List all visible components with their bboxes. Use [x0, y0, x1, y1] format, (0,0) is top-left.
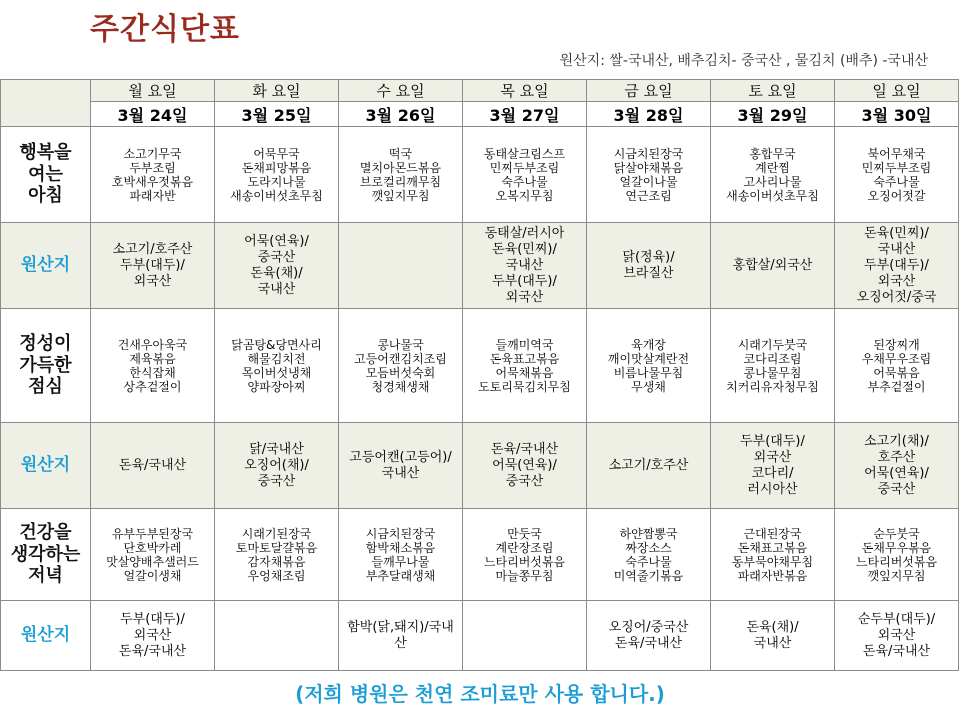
- breakfast-origin-label: 원산지: [1, 223, 91, 309]
- breakfast-menu-list: [711, 147, 834, 203]
- dinner-label: 건강을 생각하는 저녁: [1, 509, 91, 601]
- menu-item: 하얀짬뽕국: [619, 526, 678, 541]
- menu-item: 우엉채조림: [247, 568, 306, 583]
- menu-item: 깨이맛살계란전: [607, 351, 690, 366]
- menu-item: 소고기무국: [123, 146, 182, 161]
- origin-text: 홍합살/외국산: [732, 257, 813, 273]
- lunch-menu-list: [91, 338, 214, 394]
- dinner-menu-list: [91, 527, 214, 583]
- dinner_origin-cell: [215, 601, 339, 671]
- menu-item: 비름나물무침: [613, 365, 684, 380]
- day-header: 금 요일: [587, 80, 711, 102]
- breakfast-menu-cell: [215, 127, 339, 223]
- menu-item: 된장찌개: [873, 337, 920, 352]
- dinner-menu-cell: [91, 509, 215, 601]
- menu-item: 얼갈이생채: [123, 568, 182, 583]
- menu-item: 계란찜: [755, 160, 790, 175]
- origin-text: 소고기/호주산: [608, 457, 689, 473]
- menu-item: 육개장: [631, 337, 666, 352]
- lunch_origin-cell: [91, 423, 215, 509]
- origin-text: 두부(대두)/ 외국산 코다리/ 러시아산: [740, 433, 805, 497]
- breakfast-menu-list: [339, 147, 462, 203]
- breakfast_origin-cell: [463, 223, 587, 309]
- origin-text: 동태살/러시아 돈육(민찌)/ 국내산 두부(대두)/ 외국산: [484, 225, 565, 305]
- lunch_origin-cell: [339, 423, 463, 509]
- menu-item: 코다리조림: [743, 351, 802, 366]
- day-header: 수 요일: [339, 80, 463, 102]
- weekly-menu-table: [0, 79, 959, 671]
- menu-item: 무생채: [631, 379, 666, 394]
- dinner-menu-list: [463, 527, 586, 583]
- breakfast-menu-list: [835, 147, 958, 203]
- day-header-row: [1, 80, 959, 102]
- lunch-menu-cell: [587, 309, 711, 423]
- menu-item: 토마토달걀볶음: [235, 540, 318, 555]
- menu-item: 유부두부된장국: [111, 526, 194, 541]
- dinner-menu-cell: [711, 509, 835, 601]
- lunch-label: 정성이 가득한 점심: [1, 309, 91, 423]
- menu-item: 숙주나물: [625, 554, 672, 569]
- origin-text: 돈육/국내산: [118, 457, 187, 473]
- menu-item: 맛살양배추샐러드: [106, 554, 199, 569]
- breakfast-row: [1, 127, 959, 223]
- menu-item: 닭살야채볶음: [613, 160, 684, 175]
- origin-text: 소고기/호주산 두부(대두)/ 외국산: [112, 241, 193, 289]
- menu-item: 브로컬리깨무침: [359, 174, 442, 189]
- menu-item: 어묵무국: [253, 146, 300, 161]
- breakfast_origin-cell: [91, 223, 215, 309]
- lunch-menu-list: [711, 338, 834, 394]
- menu-item: 새송이버섯초무침: [726, 188, 819, 203]
- breakfast-menu-cell: [711, 127, 835, 223]
- breakfast-menu-cell: [339, 127, 463, 223]
- breakfast-menu-cell: [91, 127, 215, 223]
- menu-item: 계란장조림: [495, 540, 554, 555]
- breakfast-menu-list: [463, 147, 586, 203]
- menu-item: 제육볶음: [129, 351, 176, 366]
- menu-item: 느타리버섯볶음: [483, 554, 566, 569]
- origin-text: 고등어캔(고등어)/ 국내산: [349, 449, 452, 481]
- lunch_origin-cell: [587, 423, 711, 509]
- dinner-menu-list: [711, 527, 834, 583]
- origin-note: 원산지: 쌀-국내산, 배추김치- 중국산 , 물김치 (배추) -국내산: [559, 53, 928, 69]
- breakfast_origin-cell: [587, 223, 711, 309]
- lunch-menu-list: [835, 338, 958, 394]
- lunch-menu-list: [587, 338, 710, 394]
- origin-text: 돈육(민찌)/ 국내산 두부(대두)/ 외국산 오징어젓/중국: [856, 225, 937, 305]
- menu-item: 떡국: [388, 146, 413, 161]
- origin-text: 닭/국내산 오징어(채)/ 중국산: [244, 441, 309, 489]
- dinner_origin-cell: [91, 601, 215, 671]
- dinner-menu-cell: [463, 509, 587, 601]
- origin-text: 닭(정육)/ 브라질산: [622, 249, 675, 281]
- dinner_origin-cell: [711, 601, 835, 671]
- menu-item: 새송이버섯초무침: [230, 188, 323, 203]
- menu-item: 모듬버섯숙회: [365, 365, 436, 380]
- menu-item: 들깨무나물: [371, 554, 430, 569]
- lunch_origin-cell: [835, 423, 959, 509]
- breakfast-menu-list: [215, 147, 338, 203]
- origin-text: 돈육(채)/ 국내산: [746, 619, 799, 651]
- menu-item: 닭곰탕&당면사리: [231, 337, 322, 352]
- day-header: 일 요일: [835, 80, 959, 102]
- menu-item: 연근조림: [625, 188, 672, 203]
- dinner-menu-list: [835, 527, 958, 583]
- dinner-origin-row: [1, 601, 959, 671]
- day-header: 토 요일: [711, 80, 835, 102]
- menu-item: 돈채무우볶음: [861, 540, 932, 555]
- menu-item: 두부조림: [129, 160, 176, 175]
- dinner-row: [1, 509, 959, 601]
- page-title: 주간식단표: [90, 12, 240, 47]
- menu-item: 어묵볶음: [873, 365, 920, 380]
- menu-item: 돈육표고볶음: [489, 351, 560, 366]
- menu-item: 단호박카레: [123, 540, 182, 555]
- menu-item: 시금치된장국: [613, 146, 684, 161]
- origin-text: 오징어/중국산 돈육/국내산: [608, 619, 689, 651]
- origin-text: 소고기(채)/ 호주산 어묵(연육)/ 중국산: [864, 433, 929, 497]
- breakfast-label: 행복을 여는 아침: [1, 127, 91, 223]
- menu-item: 민찌두부조림: [489, 160, 560, 175]
- menu-item: 고등어캔김치조림: [354, 351, 447, 366]
- lunch_origin-cell: [215, 423, 339, 509]
- menu-item: 치커리유자청무침: [726, 379, 819, 394]
- menu-item: 호박새우젓볶음: [111, 174, 194, 189]
- dinner_origin-cell: [463, 601, 587, 671]
- date-header: 3월 27일: [463, 102, 587, 127]
- dinner-menu-cell: [339, 509, 463, 601]
- breakfast_origin-cell: [711, 223, 835, 309]
- menu-item: 동부묵야채무침: [731, 554, 814, 569]
- date-header: 3월 30일: [835, 102, 959, 127]
- lunch-menu-cell: [215, 309, 339, 423]
- dinner-menu-list: [587, 527, 710, 583]
- menu-item: 콩나물국: [377, 337, 424, 352]
- breakfast-menu-cell: [463, 127, 587, 223]
- breakfast-menu-cell: [587, 127, 711, 223]
- footer-note: (저희 병원은 천연 조미료만 사용 합니다.): [295, 682, 665, 706]
- dinner_origin-cell: [835, 601, 959, 671]
- origin-text: 돈육/국내산 어묵(연육)/ 중국산: [490, 441, 559, 489]
- menu-item: 부추달래생채: [365, 568, 436, 583]
- menu-item: 감자채볶음: [247, 554, 306, 569]
- date-header: 3월 28일: [587, 102, 711, 127]
- dinner-menu-cell: [835, 509, 959, 601]
- lunch-menu-cell: [463, 309, 587, 423]
- date-header-row: [1, 102, 959, 127]
- dinner-menu-list: [215, 527, 338, 583]
- breakfast-origin-row: [1, 223, 959, 309]
- menu-item: 멸치아몬드볶음: [359, 160, 442, 175]
- menu-item: 돈채표고볶음: [737, 540, 808, 555]
- breakfast_origin-cell: [339, 223, 463, 309]
- lunch-menu-list: [463, 338, 586, 394]
- menu-item: 부추겉절이: [867, 379, 926, 394]
- menu-item: 고사리나물: [743, 174, 802, 189]
- dinner_origin-cell: [587, 601, 711, 671]
- date-header: 3월 29일: [711, 102, 835, 127]
- menu-item: 오징어젓갈: [867, 188, 926, 203]
- lunch-row: [1, 309, 959, 423]
- menu-item: 해물김치전: [247, 351, 306, 366]
- lunch-menu-cell: [91, 309, 215, 423]
- lunch-menu-cell: [711, 309, 835, 423]
- day-header: 화 요일: [215, 80, 339, 102]
- breakfast-menu-list: [91, 147, 214, 203]
- day-header: 목 요일: [463, 80, 587, 102]
- dinner-menu-cell: [587, 509, 711, 601]
- menu-item: 시래기된장국: [241, 526, 312, 541]
- breakfast-menu-list: [587, 147, 710, 203]
- lunch-menu-list: [339, 338, 462, 394]
- menu-item: 민찌두부조림: [861, 160, 932, 175]
- menu-item: 오복지무침: [495, 188, 554, 203]
- menu-item: 근대된장국: [743, 526, 802, 541]
- menu-item: 짜장소스: [625, 540, 672, 555]
- lunch_origin-cell: [463, 423, 587, 509]
- dinner-origin-label: 원산지: [1, 601, 91, 671]
- menu-item: 만둣국: [507, 526, 542, 541]
- dinner-menu-list: [339, 527, 462, 583]
- menu-item: 우채무우조림: [861, 351, 932, 366]
- lunch-origin-row: [1, 423, 959, 509]
- menu-item: 청경채생채: [371, 379, 430, 394]
- menu-item: 한식잡채: [129, 365, 176, 380]
- menu-item: 깻잎지무침: [867, 568, 926, 583]
- dinner-menu-cell: [215, 509, 339, 601]
- menu-item: 동태살크림스프: [483, 146, 566, 161]
- menu-item: 얼갈이나물: [619, 174, 678, 189]
- date-header: 3월 24일: [91, 102, 215, 127]
- day-header: 월 요일: [91, 80, 215, 102]
- lunch-menu-list: [215, 338, 338, 394]
- menu-item: 시래기두붓국: [737, 337, 808, 352]
- corner-cell: [1, 80, 91, 127]
- menu-item: 파래자반볶음: [737, 568, 808, 583]
- dinner_origin-cell: [339, 601, 463, 671]
- breakfast_origin-cell: [215, 223, 339, 309]
- menu-item: 시금치된장국: [365, 526, 436, 541]
- menu-item: 건새우아욱국: [117, 337, 188, 352]
- breakfast_origin-cell: [835, 223, 959, 309]
- menu-item: 상추겉절이: [123, 379, 182, 394]
- menu-item: 양파장아찌: [247, 379, 306, 394]
- menu-item: 숙주나물: [501, 174, 548, 189]
- menu-item: 돈채피망볶음: [241, 160, 312, 175]
- menu-item: 도라지나물: [247, 174, 306, 189]
- date-header: 3월 26일: [339, 102, 463, 127]
- lunch_origin-cell: [711, 423, 835, 509]
- menu-item: 느타리버섯볶음: [855, 554, 938, 569]
- menu-item: 깻잎지무침: [371, 188, 430, 203]
- origin-text: 함박(닭,돼지)/국내 산: [347, 619, 454, 651]
- lunch-menu-cell: [339, 309, 463, 423]
- lunch-menu-cell: [835, 309, 959, 423]
- menu-item: 도토리묵김치무침: [478, 379, 571, 394]
- menu-item: 파래자반: [129, 188, 176, 203]
- lunch-origin-label: 원산지: [1, 423, 91, 509]
- menu-item: 북어무채국: [867, 146, 926, 161]
- menu-item: 마늘쫑무침: [495, 568, 554, 583]
- menu-item: 들깨미역국: [495, 337, 554, 352]
- menu-item: 홍합무국: [749, 146, 796, 161]
- origin-text: 순두부(대두)/ 외국산 돈육/국내산: [857, 611, 936, 659]
- menu-item: 미역줄기볶음: [613, 568, 684, 583]
- menu-item: 목이버섯냉채: [241, 365, 312, 380]
- menu-item: 콩나물무침: [743, 365, 802, 380]
- menu-item: 순두붓국: [873, 526, 920, 541]
- breakfast-menu-cell: [835, 127, 959, 223]
- date-header: 3월 25일: [215, 102, 339, 127]
- menu-item: 어묵채볶음: [495, 365, 554, 380]
- origin-text: 두부(대두)/ 외국산 돈육/국내산: [118, 611, 187, 659]
- menu-item: 함박채소볶음: [365, 540, 436, 555]
- origin-text: 어묵(연육)/ 중국산 돈육(채)/ 국내산: [244, 233, 309, 297]
- menu-item: 숙주나물: [873, 174, 920, 189]
